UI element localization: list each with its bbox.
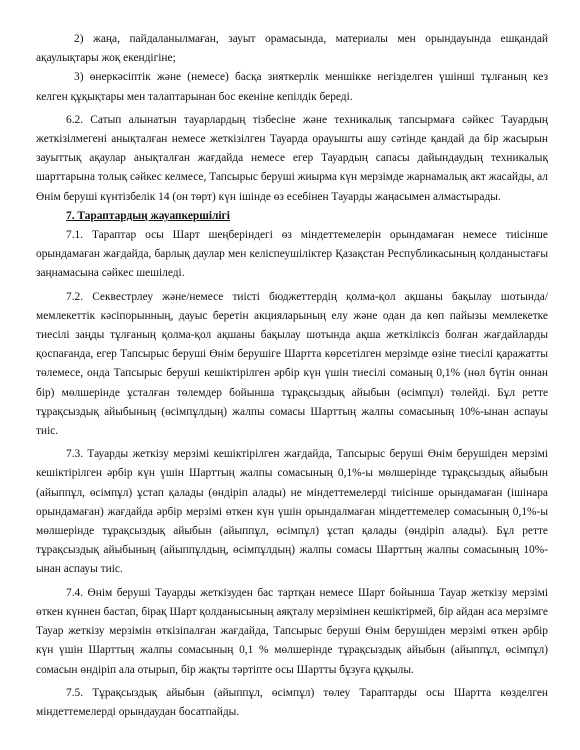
document-page bbox=[36, 30, 548, 722]
paragraph-6-1-item-3: 3) өнеркәсіптік және (немесе) басқа зияткерлік меншікке негізделген үшінші тұлғаның кез келген құқықтары мен талаптарынан бос екеніне кепілдік береді. bbox=[36, 71, 548, 103]
paragraph-6-2: 6.2. Сатып алынатын тауарлардың тізбесіне және техникалық тапсырмаға сәйкес Тауардың жеткізілмегені анықталған немесе жеткізілген Тауарда орауышты ашу сәтінде қандай да бір жасырын зауыттық ақаулар анықталған жағдайда немесе егер Тауардың сапасы дайындаудың техникалық шарттарына толық сәйкес келмесе, Тапсырыс беруші жиырма күн мерзімде жарнамалық акт жасайды, ал Өнім беруші күнтізбелік 14 (он төрт) күн ішінде өз есебінен Тауарды жаңасымен алмастырады. bbox=[36, 113, 548, 203]
paragraph-7-4: 7.4. Өнім беруші Тауарды жеткізуден бас тартқан немесе Шарт бойынша Тауар жеткізу мерзімі өткен күннен бастап, бірақ Шарт қолданысының аяқталу мерзімінен кешіктірмей, бір айдан аса мерзімге Тауар жеткізу мерзімін өткізіпалған жағдайда, Тапсырыс беруші Өнім берушіден мерзімі өткен әрбір күн үшін Шарттың жалпы сомасының 0,1 % мөлшерінде тұрақсыздық айыбын (айыппұл, өсімпұл) сомасын өндіріп ала отырып, бір жақты тәртіпте осы Шартты бұзуға құқылы. bbox=[36, 586, 548, 676]
paragraph-7-1: 7.1. Тараптар осы Шарт шеңберіндегі өз міндеттемелерін орындамаған немесе тиісінше орындамаған жағдайда, барлық даулар мен келіспеушіліктер Қазақстан Республикасының қолданыстағы заңнамасына сәйкес шешіледі. bbox=[36, 229, 548, 280]
paragraph-7-5: 7.5. Тұрақсыздық айыбын (айыппұл, өсімпұл) төлеу Тараптарды осы Шартта көзделген міндеттемелерді орындаудан босатпайды. bbox=[36, 686, 548, 718]
paragraph-7-3: 7.3. Тауарды жеткізу мерзімі кешіктірілген жағдайда, Тапсырыс беруші Өнім берушіден мерзімі кешіктірілген әрбір күн үшін Шарттың жалпы сомасының 0,1%-ы мөлшерінде тұрақсыздық айыбын (айыппұл, өсімпұл) ұстап қалады (өндіріп алады) не міндеттемелерді тиісінше орындамаған (ішінара орындамаған) жағдайда әрбір мерзімі өткен күн үшін орындалмаған міндеттемелер сомасының 0,1%-ы мөлшерінде тұрақсыздық айыбын (айыппұл, өсімпұл) ұстап қалады (өндіріп алады). Бұл ретте тұрақсыздық айыбының (айыппұлдың, өсімпұлдың) жалпы сомасы Шарттың жалпы сомасының 10%-ынан аспауы тиіс. bbox=[36, 448, 548, 576]
paragraph-6-1-item-2: 2) жаңа, пайдаланылмаған, зауыт орамасында, материалы мен орындауында ешқандай ақаулықтары жоқ екендігіне; bbox=[36, 33, 548, 65]
section-heading: 7. Тараптардың жауапкершілігі bbox=[66, 209, 230, 222]
paragraph-7-2: 7.2. Секвестрлеу және/немесе тиісті бюджеттердің қолма-қол ақшаны бақылау шотында/мемлекеттік кәсіпорынның, дауыс беретін акцияларының елу және одан да көп пайызы мемлекетке тиесілі заңды тұлғаның қолма-қол ақшаны бақылау шотында ақша жеткіліксіз болған жағдайларды қоспағанда, егер Тапсырыс беруші Өнім берушіге Шартта көрсетілген мерзімде өзіне тиесілі қаражатты төлемесе, онда Тапсырыс беруші кешіктірілген әрбір күн үшін тиесілі соманың 0,1% (нөл бүтін оннан бір) мөлшерінде ұсталған төлемдер бойынша тұрақсыздық айыбын (өсімпұл) төлейді. Бұл ретте тұрақсыздық айыбының (өсімпұлдың) жалпы сомасы Шарттың жалпы сомасының 10%-ынан аспауы тиіс. bbox=[36, 290, 548, 438]
